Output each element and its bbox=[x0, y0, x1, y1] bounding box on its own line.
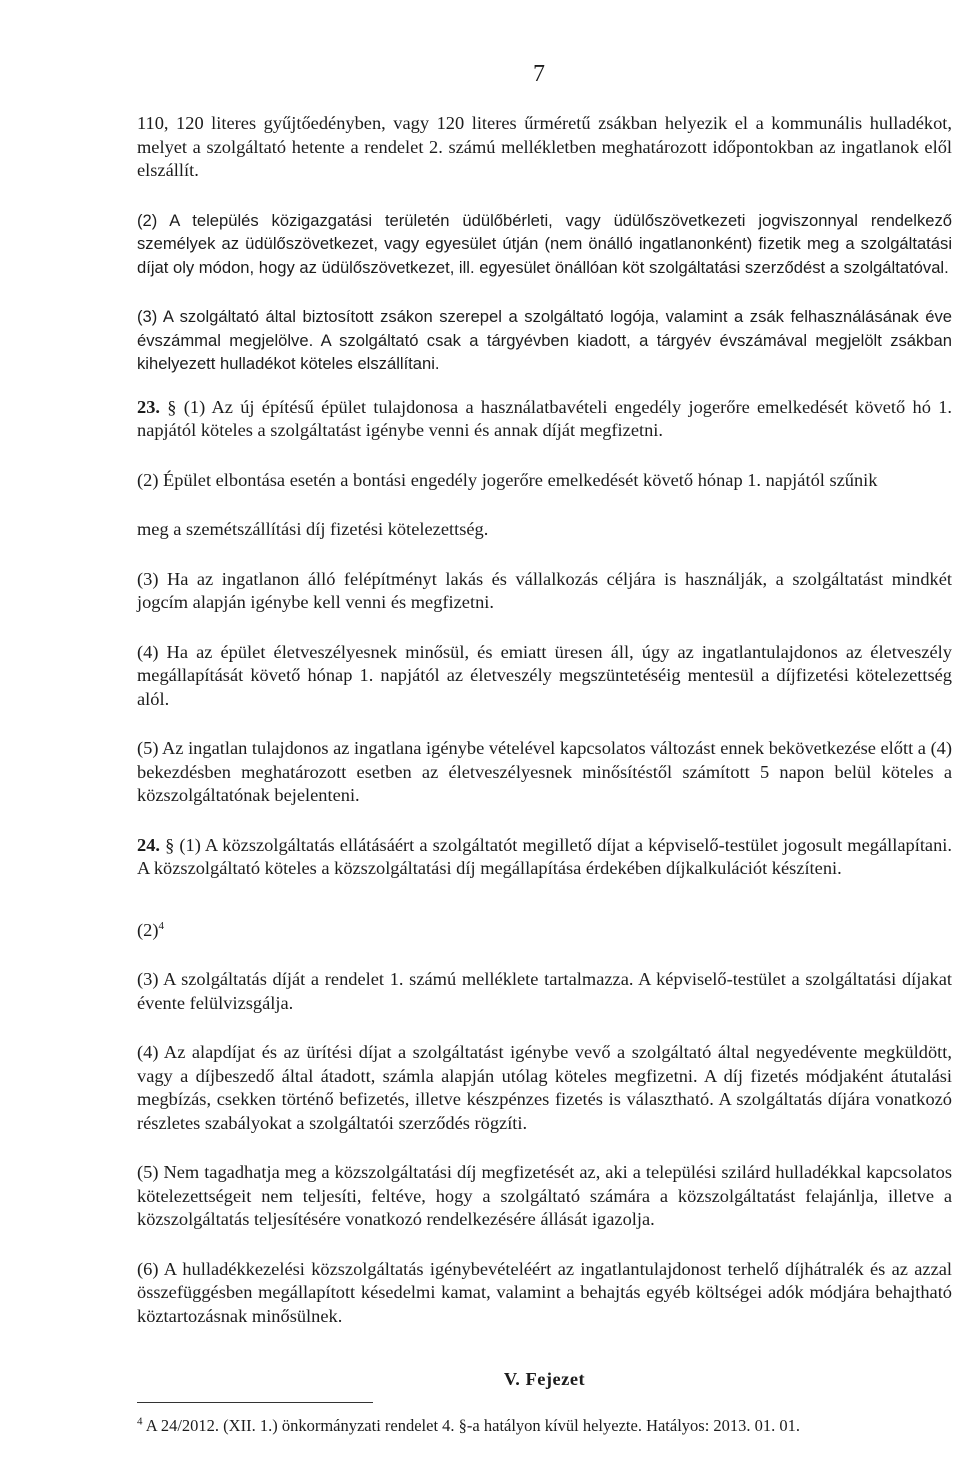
paragraph-24-6: (6) A hulladékkezelési közszolgáltatás igénybevételéért az ingatlantulajdonost terhelő díjhátralék és az azzal összefüggésben megállapított késedelmi kamat, valamint a behajtás egyéb költségei adók módjára behajtható köztartozásnak minősülnek. bbox=[137, 1258, 952, 1326]
paragraph-23-1-text: § (1) Az új építésű épület tulajdonosa a használatbavételi engedély jogerőre emelkedését követő hó 1. napjától köteles a szolgáltatást igénybe venni és annak díját megfizetni. bbox=[137, 396, 952, 440]
paragraph-continuation: 110, 120 literes gyűjtőedényben, vagy 120 literes űrméretű zsákban helyezik el a kommunális hulladékot, melyet a szolgáltató hetente a rendelet 2. számú mellékletben meghatározott időpontokban az ingatlanok elől elszállít. bbox=[137, 113, 952, 180]
paragraph-23-2-continued: meg a szemétszállítási díj fizetési kötelezettség. bbox=[137, 519, 489, 539]
chapter-heading: V. Fejezet bbox=[503, 1369, 586, 1389]
paragraph-23-1 bbox=[137, 396, 952, 443]
paragraph-24-2-label: (2) bbox=[137, 919, 159, 940]
paragraph-22-2: (2) A település közigazgatási területén üdülőbérleti, vagy üdülőszövetkezeti jogviszonnyal rendelkező személyek az üdülőszövetkezet, vagy egyesület útján (nem önálló ingatlanonként) fizetik meg a szolgáltatási díjat oly módon, hogy az üdülőszövetkezet, ill. egyesület önállóan köt szolgáltatási szerződést a szolgáltatóval. bbox=[137, 210, 952, 277]
section-number-24: 24. bbox=[137, 834, 160, 855]
paragraph-24-1-text: § (1) A közszolgáltatás ellátásáért a szolgáltatót megillető díjat a képviselő-testület jogosult megállapítani. A közszolgáltató köteles a közszolgáltatási díj megállapítása érdekében díjkalkulációt készíteni. bbox=[137, 834, 952, 878]
paragraph-24-5: (5) Nem tagadhatja meg a közszolgáltatási díj megfizetését az, aki a települési szilárd hulladékkal kapcsolatos kötelezettségeit nem teljesíti, feltéve, hogy a szolgáltató számára a közszolgáltatást felajánlja, illetve a közszolgáltatás teljesítésére vonatkozó rendelkezésére állását igazolja. bbox=[137, 1162, 952, 1229]
paragraph-23-4: (4) Ha az épület életveszélyesnek minősül, és emiatt üresen áll, úgy az ingatlantulajdonos az életveszély megállapítását követő hónap 1. napjától az életveszély megszüntetéséig mentesül a díjfizetési kötelezettség alól. bbox=[137, 641, 952, 709]
footnote-reference: 4 bbox=[158, 919, 164, 932]
section-number-23: 23. bbox=[137, 396, 160, 417]
paragraph-24-3: (3) A szolgáltatás díját a rendelet 1. számú melléklete tartalmazza. A képviselő-testület a szolgáltatási díjakat évente felülvizsgálja. bbox=[137, 969, 952, 1013]
page-number: 7 bbox=[533, 61, 545, 87]
footnote-marker: 4 bbox=[137, 1415, 143, 1428]
paragraph-24-4: (4) Az alapdíjat és az ürítési díjat a szolgáltatást igénybe vevő a szolgáltató által negyedévente megküldött, vagy a díjbeszedő által átadott, számla alapján utólag köteles megfizetni. A díj fizetés módjaként átutalási megbízás, csekken történő befizetés, illetve készpénzes fizetés is választható. A szolgáltatás díjára vonatkozó részletes szabályokat a szolgáltatói szerződés rögzíti. bbox=[137, 1042, 952, 1133]
paragraph-23-2: (2) Épület elbontása esetén a bontási engedély jogerőre emelkedését követő hónap 1. napjától szűnik bbox=[137, 469, 878, 490]
paragraph-24-1 bbox=[137, 834, 952, 881]
paragraph-24-2 bbox=[137, 919, 952, 943]
paragraph-23-5: (5) Az ingatlan tulajdonos az ingatlana igénybe vételével kapcsolatos változást ennek bekövetkezése előtt a (4) bekezdésben meghatározott esetben az életveszélyesnek minősítéstől számított 5 napon belül köteles a közszolgáltatónak bejelenteni. bbox=[137, 738, 953, 805]
footnote-divider bbox=[137, 1402, 373, 1403]
footnote-text: A 24/2012. (XII. 1.) önkormányzati rendelet 4. §-a hatályon kívül helyezte. Hatályos: 2013. 01. 01. bbox=[142, 1416, 801, 1435]
paragraph-23-3: (3) Ha az ingatlanon álló felépítményt lakás és vállalkozás céljára is használják, a szolgáltatást mindkét jogcím alapján igénybe kell venni és megfizetni. bbox=[137, 568, 952, 612]
footnote bbox=[137, 1416, 952, 1436]
paragraph-22-3: (3) A szolgáltató által biztosított zsákon szerepel a szolgáltató logója, valamint a zsák felhasználásának éve évszámmal megjelölve. A szolgáltató csak a tárgyévben kiadott, a tárgyév évszámával megjelölt zsákban kihelyezett hulladékot köteles elszállítani. bbox=[137, 307, 952, 373]
document-body bbox=[137, 112, 952, 1392]
